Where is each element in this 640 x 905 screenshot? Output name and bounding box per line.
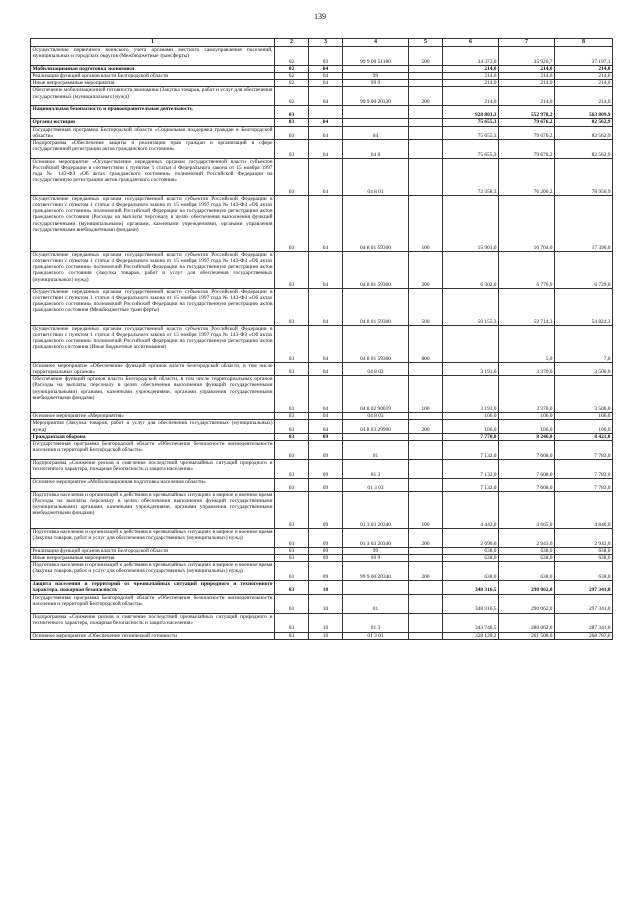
- amount-year2-cell: 261 508,0: [499, 632, 555, 639]
- amount-year3-cell: 82 562,9: [555, 139, 613, 158]
- expense-type-cell: 200: [409, 420, 443, 433]
- table-row: [31, 119, 613, 126]
- row-name-cell: Основное мероприятие «Мобилизационная подготовка населения области»: [31, 478, 275, 491]
- amount-year1-cell: 214,0: [443, 87, 499, 106]
- expense-type-cell: [409, 106, 443, 119]
- subsection-code-cell: 04: [309, 325, 343, 362]
- section-code-cell: 03: [275, 440, 309, 459]
- amount-year1-cell: 343 746,5: [443, 613, 499, 632]
- amount-year3-cell: 638,0: [555, 555, 613, 562]
- subsection-code-cell: 04: [309, 362, 343, 375]
- table-row: [31, 491, 613, 528]
- amount-year1-cell: [443, 325, 499, 362]
- table-row: [31, 528, 613, 547]
- amount-year3-cell: 214,0: [555, 73, 613, 80]
- amount-year3-cell: 297 341,0: [555, 581, 613, 594]
- table-row: [31, 47, 613, 66]
- section-code-cell: 03: [275, 420, 309, 433]
- amount-year3-cell: 82 562,9: [555, 119, 613, 126]
- amount-year2-cell: 7 608,0: [499, 440, 555, 459]
- row-name-cell: Реализация функций органов власти Белгородской области: [31, 547, 275, 554]
- target-article-cell: 99 9 00 51180: [343, 47, 409, 66]
- amount-year1-cell: 7 132,0: [443, 478, 499, 491]
- amount-year2-cell: 214,0: [499, 73, 555, 80]
- section-code-cell: 02: [275, 87, 309, 106]
- header-cell: 1: [31, 39, 275, 47]
- target-article-cell: [343, 433, 409, 440]
- amount-year1-cell: 348 316,5: [443, 581, 499, 594]
- row-name-cell: Подготовка населения и организаций к действиям в чрезвычайных ситуациях в мирное и военное время (Закупка товаров, работ и услуг для обеспечения государственных (муниципальных) нужд): [31, 562, 275, 581]
- amount-year3-cell: 37 197,1: [555, 47, 613, 66]
- row-name-cell: Основное мероприятие «Обеспечение технической готовности: [31, 632, 275, 639]
- section-code-cell: 03: [275, 126, 309, 139]
- row-name-cell: Осуществление первичного воинского учета органами местного самоуправления поселений, муниципальных и городских округов (Межбюджетные трансферты): [31, 47, 275, 66]
- amount-year1-cell: 214,0: [443, 66, 499, 73]
- table-row: [31, 420, 613, 433]
- table-row: [31, 139, 613, 158]
- table-row: [31, 413, 613, 420]
- amount-year2-cell: 638,0: [499, 562, 555, 581]
- subsection-code-cell: 04: [309, 413, 343, 420]
- amount-year3-cell: 297 341,0: [555, 594, 613, 613]
- target-article-cell: 99 9 00 20340: [343, 562, 409, 581]
- section-code-cell: 03: [275, 106, 309, 119]
- subsection-code-cell: 04: [309, 251, 343, 288]
- expense-type-cell: 500: [409, 47, 443, 66]
- section-code-cell: 02: [275, 73, 309, 80]
- expense-type-cell: [409, 73, 443, 80]
- table-row: [31, 106, 613, 119]
- amount-year2-cell: 79 676,2: [499, 126, 555, 139]
- target-article-cell: 01 3: [343, 613, 409, 632]
- subsection-code-cell: 03: [309, 47, 343, 66]
- section-code-cell: 02: [275, 80, 309, 87]
- amount-year1-cell: 3 191,0: [443, 376, 499, 413]
- row-name-cell: Осуществление переданных органам государственной власти субъектов Российской Федерации в соответствии с пунктом 1 статьи 4 Федерального закона от 15 ноября 1997 года № 143-ФЗ «Об актах гражданского состояния» полномочий Российской Федерации на государственную регистрацию актов гражданского состояния (Иные бюджетные ассигнования): [31, 325, 275, 362]
- subsection-code-cell: 09: [309, 528, 343, 547]
- amount-year1-cell: 75 655,3: [443, 119, 499, 126]
- target-article-cell: 99 9: [343, 555, 409, 562]
- subsection-code-cell: [309, 106, 343, 119]
- row-name-cell: Осуществление переданных органам государственной власти субъектов Российской Федерации в соответствии с пунктом 1 статьи 4 Федерального закона от 15 ноября 1997 года № 143-ФЗ «Об актах гражданского состояния» полномочий Российской Федерации на государственную регистрацию актов гражданского состояния (Закупка товаров, работ и услуг для обеспечения государственных (муниципальных) нужд): [31, 251, 275, 288]
- amount-year3-cell: 563 809,9: [555, 106, 613, 119]
- section-code-cell: 03: [275, 632, 309, 639]
- amount-year2-cell: 106,0: [499, 420, 555, 433]
- target-article-cell: 04 8 01 59300: [343, 325, 409, 362]
- amount-year3-cell: 54 824,3: [555, 288, 613, 325]
- subsection-code-cell: 09: [309, 440, 343, 459]
- table-row: [31, 581, 613, 594]
- subsection-code-cell: 09: [309, 478, 343, 491]
- amount-year3-cell: 638,0: [555, 547, 613, 554]
- amount-year2-cell: 6 776,9: [499, 251, 555, 288]
- section-code-cell: 03: [275, 478, 309, 491]
- section-code-cell: 03: [275, 376, 309, 413]
- amount-year1-cell: 34 373,0: [443, 47, 499, 66]
- amount-year2-cell: 79 676,2: [499, 139, 555, 158]
- amount-year3-cell: 78 950,9: [555, 158, 613, 195]
- table-row: [31, 87, 613, 106]
- section-code-cell: 03: [275, 491, 309, 528]
- amount-year1-cell: 106,0: [443, 413, 499, 420]
- amount-year2-cell: 76 200,2: [499, 158, 555, 195]
- expense-type-cell: [409, 66, 443, 73]
- amount-year1-cell: 2 690,0: [443, 528, 499, 547]
- expense-type-cell: 200: [409, 562, 443, 581]
- target-article-cell: 04 8 02: [343, 362, 409, 375]
- subsection-code-cell: 04: [309, 119, 343, 126]
- target-article-cell: 01 3 03: [343, 478, 409, 491]
- expense-type-cell: [409, 440, 443, 459]
- row-name-cell: Государственная программа Белгородской области «Социальная поддержка граждан в Белгородской области»: [32, 126, 273, 139]
- section-code-cell: 03: [275, 562, 309, 581]
- subsection-code-cell: 09: [309, 491, 343, 528]
- amount-year2-cell: 214,0: [499, 87, 555, 106]
- header-cell: 6: [443, 39, 499, 47]
- row-name-cell: Основное мероприятие «Мероприятия»: [31, 413, 275, 420]
- target-article-cell: 04: [343, 126, 409, 139]
- expense-type-cell: 100: [409, 491, 443, 528]
- subsection-code-cell: 04: [309, 87, 343, 106]
- subsection-code-cell: 04: [309, 288, 343, 325]
- expense-type-cell: 100: [409, 376, 443, 413]
- amount-year2-cell: 290 062,0: [499, 581, 555, 594]
- amount-year1-cell: 15 901,0: [443, 195, 499, 251]
- row-name-cell: Государственная программа Белгородской области «Обеспечение безопасности жизнедеятельности населения и территорий Белгородской области»: [31, 594, 275, 613]
- target-article-cell: 04 8 01: [343, 158, 409, 195]
- amount-year2-cell: 16 704,0: [499, 195, 555, 251]
- row-name-cell: Мобилизационная подготовка экономики: [31, 66, 275, 73]
- header-cell: 7: [499, 39, 555, 47]
- expense-type-cell: [409, 459, 443, 478]
- header-row: [31, 39, 613, 47]
- target-article-cell: 99: [343, 547, 409, 554]
- amount-year2-cell: 35 926,7: [499, 47, 555, 66]
- row-name-cell: Национальная безопасность и правоохранительная деятельность: [31, 106, 275, 119]
- table-row: [31, 325, 613, 362]
- table-row: [31, 547, 613, 554]
- row-name-cell: Государственная программа Белгородской области «Обеспечение безопасности жизнедеятельности населения и территорий Белгородской области»: [31, 440, 275, 459]
- amount-year3-cell: 638,0: [555, 562, 613, 581]
- table-row: [31, 376, 613, 413]
- row-name-cell: Обеспечение мобилизационной готовности экономики (Закупка товаров, работ и услуг для обеспечения государственных (муниципальных) нужд): [31, 87, 275, 106]
- expense-type-cell: 100: [409, 195, 443, 251]
- table-row: [31, 562, 613, 581]
- amount-year3-cell: 6 729,6: [555, 251, 613, 288]
- expense-type-cell: [409, 80, 443, 87]
- target-article-cell: 04 8: [343, 139, 409, 158]
- target-article-cell: 04 8 01 59300: [343, 251, 409, 288]
- amount-year1-cell: 638,0: [443, 562, 499, 581]
- subsection-code-cell: 09: [309, 555, 343, 562]
- table-row: [31, 362, 613, 375]
- target-article-cell: 01 3 01: [343, 632, 409, 639]
- table-row: [31, 80, 613, 87]
- row-name-cell: Подпрограмма «Снижение рисков и смягчение последствий чрезвычайных ситуаций природного и техногенного характера, пожарная безопасность и защита населения»: [31, 459, 275, 478]
- subsection-code-cell: 09: [309, 562, 343, 581]
- amount-year1-cell: 638,0: [443, 555, 499, 562]
- amount-year3-cell: 106,0: [555, 420, 613, 433]
- subsection-code-cell: 04: [309, 126, 343, 139]
- amount-year1-cell: 214,0: [443, 73, 499, 80]
- target-article-cell: 01 3 03 20340: [343, 491, 409, 528]
- row-name-cell: Осуществление переданных органам государственной власти субъектов Российской Федерации в соответствии с пунктом 1 статьи 4 Федерального закона от 15 ноября 1997 года № 143-ФЗ «Об актах гражданского состояния» полномочий Российской Федерации на государственную регистрацию актов гражданского состояния (Расходы на выплаты персоналу в целях обеспечения выполнения функций государственными (муниципальными) органами, казенными учреждениями, органами управления государственными внебюджетными фондами): [31, 195, 275, 251]
- row-name-cell: Реализация функций органов власти Белгородской области: [31, 73, 275, 80]
- amount-year3-cell: 3 506,0: [555, 362, 613, 375]
- amount-year2-cell: 214,0: [499, 66, 555, 73]
- target-article-cell: 99 9 00 20330: [343, 87, 409, 106]
- target-article-cell: 99: [343, 73, 409, 80]
- subsection-code-cell: 04: [309, 80, 343, 87]
- section-code-cell: 03: [275, 119, 309, 126]
- expense-type-cell: [409, 555, 443, 562]
- amount-year3-cell: 268 787,0: [555, 632, 613, 639]
- expense-type-cell: [409, 547, 443, 554]
- page-number: 139: [314, 12, 326, 21]
- amount-year2-cell: 106,0: [499, 413, 555, 420]
- expense-type-cell: [409, 413, 443, 420]
- target-article-cell: [343, 119, 409, 126]
- amount-year1-cell: 106,0: [443, 420, 499, 433]
- target-article-cell: 01: [343, 440, 409, 459]
- amount-year1-cell: 3 191,0: [443, 362, 499, 375]
- row-name-cell: Иные непрограммные мероприятия: [31, 80, 275, 87]
- amount-year3-cell: 287 341,0: [555, 613, 613, 632]
- target-article-cell: 04 8 03: [343, 413, 409, 420]
- amount-year3-cell: 214,0: [555, 87, 613, 106]
- target-article-cell: 01: [343, 594, 409, 613]
- amount-year3-cell: 4 840,0: [555, 491, 613, 528]
- amount-year1-cell: 4 442,0: [443, 491, 499, 528]
- section-code-cell: 03: [275, 594, 309, 613]
- table-row: [31, 288, 613, 325]
- section-code-cell: 03: [275, 555, 309, 562]
- expense-type-cell: [409, 632, 443, 639]
- row-name-cell: Основное мероприятие «Обеспечение функций органов власти Белгородской области, в том числе территориальных органов»: [32, 362, 273, 376]
- subsection-code-cell: 04: [309, 195, 343, 251]
- subsection-code-cell: 04: [309, 376, 343, 413]
- amount-year2-cell: 79 676,2: [499, 119, 555, 126]
- subsection-code-cell: 09: [309, 433, 343, 440]
- section-code-cell: 03: [275, 288, 309, 325]
- amount-year1-cell: 50 155,3: [443, 288, 499, 325]
- subsection-code-cell: 04: [309, 139, 343, 158]
- amount-year1-cell: 214,0: [443, 80, 499, 87]
- section-code-cell: 03: [275, 158, 309, 195]
- subsection-code-cell: 10: [309, 581, 343, 594]
- amount-year3-cell: 106,0: [555, 413, 613, 420]
- row-name-cell: Подготовка населения и организаций к действиям в чрезвычайных ситуациях в мирное и военное время (Расходы на выплаты персоналу в целях обеспечения выполнения функций государственными (муниципальными) органами, казенными учреждениями, органами управления государственными внебюджетными фондами): [31, 491, 275, 528]
- amount-year3-cell: 7,0: [555, 325, 613, 362]
- subsection-code-cell: 04: [309, 73, 343, 80]
- section-code-cell: 03: [275, 581, 309, 594]
- table-row: [31, 433, 613, 440]
- expense-type-cell: [409, 126, 443, 139]
- section-code-cell: 03: [275, 251, 309, 288]
- amount-year3-cell: 17 390,0: [555, 195, 613, 251]
- amount-year1-cell: 7 770,0: [443, 433, 499, 440]
- section-code-cell: 03: [275, 139, 309, 158]
- section-code-cell: 02: [275, 47, 309, 66]
- amount-year2-cell: 214,0: [499, 80, 555, 87]
- target-article-cell: [343, 106, 409, 119]
- section-code-cell: 03: [275, 362, 309, 375]
- table-row: [31, 73, 613, 80]
- expense-type-cell: 200: [409, 528, 443, 547]
- amount-year3-cell: 214,0: [555, 80, 613, 87]
- row-name-cell: Гражданская оборона: [31, 433, 275, 440]
- expense-type-cell: [409, 433, 443, 440]
- section-code-cell: 03: [275, 547, 309, 554]
- amount-year3-cell: 82 562,9: [555, 126, 613, 139]
- amount-year1-cell: 75 655,3: [443, 139, 499, 158]
- table-row: [31, 440, 613, 459]
- row-name-cell: Органы юстиции: [31, 119, 275, 126]
- amount-year2-cell: 7 608,0: [499, 478, 555, 491]
- expense-type-cell: [409, 613, 443, 632]
- expense-type-cell: 500: [409, 288, 443, 325]
- expense-type-cell: [409, 119, 443, 126]
- expense-type-cell: 800: [409, 325, 443, 362]
- table-row: [31, 126, 613, 139]
- amount-year2-cell: 552 978,2: [499, 106, 555, 119]
- target-article-cell: 99 9: [343, 80, 409, 87]
- table-row: [31, 478, 613, 491]
- table-row: [31, 613, 613, 632]
- subsection-code-cell: 04: [309, 420, 343, 433]
- expense-type-cell: [409, 478, 443, 491]
- amount-year3-cell: 214,0: [555, 66, 613, 73]
- row-name-cell: Мероприятия (Закупка товаров, работ и услуг для обеспечения государственных (муниципальных) нужд): [32, 420, 273, 433]
- amount-year2-cell: 5,0: [499, 325, 555, 362]
- amount-year3-cell: 7 783,0: [555, 478, 613, 491]
- amount-year1-cell: 638,0: [443, 547, 499, 554]
- amount-year2-cell: 8 246,0: [499, 433, 555, 440]
- row-name-cell: Подпрограмма «Снижение рисков и смягчение последствий чрезвычайных ситуаций природного и техногенного характера, пожарная безопасность и защита населения»: [31, 613, 275, 632]
- subsection-code-cell: 09: [309, 547, 343, 554]
- amount-year1-cell: 7 132,0: [443, 440, 499, 459]
- subsection-code-cell: 04: [309, 66, 343, 73]
- amount-year2-cell: 290 062,0: [499, 594, 555, 613]
- amount-year3-cell: 2 943,0: [555, 528, 613, 547]
- row-name-cell: Обеспечение функций органов власти Белгородской области, в том числе территориальных органов (Расходы на выплаты персоналу в целях обеспечения выполнения функций государственными (муниципальными) органами, казенными учреждениями, органами управления государственными внебюджетными фондами): [31, 376, 275, 413]
- target-article-cell: 01 3 03 20340: [343, 528, 409, 547]
- table-row: [31, 66, 613, 73]
- amount-year1-cell: 328 120,2: [443, 632, 499, 639]
- row-name-cell: Осуществление переданных органам государственной власти субъектов Российской Федерации в соответствии с пунктом 1 статьи 4 Федерального закона от 15 ноября 1997 года № 143-ФЗ «Об актах гражданского состояния» полномочий Российской Федерации на государственную регистрацию актов гражданского состояния (Межбюджетные трансферты): [31, 288, 275, 325]
- amount-year2-cell: 7 608,0: [499, 459, 555, 478]
- target-article-cell: 04 8 03 29990: [343, 420, 409, 433]
- amount-year3-cell: 7 783,0: [555, 440, 613, 459]
- expense-type-cell: [409, 594, 443, 613]
- amount-year1-cell: 7 132,0: [443, 459, 499, 478]
- target-article-cell: 04 8 01 59300: [343, 288, 409, 325]
- amount-year1-cell: 928 803,3: [443, 106, 499, 119]
- expense-type-cell: [409, 581, 443, 594]
- table-row: [31, 251, 613, 288]
- expense-type-cell: [409, 158, 443, 195]
- section-code-cell: 03: [275, 459, 309, 478]
- amount-year2-cell: 638,0: [499, 555, 555, 562]
- header-cell: 8: [555, 39, 613, 47]
- section-code-cell: 03: [275, 433, 309, 440]
- budget-table: [30, 38, 613, 640]
- amount-year2-cell: 52 714,3: [499, 288, 555, 325]
- section-code-cell: 03: [275, 528, 309, 547]
- table-row: [31, 195, 613, 251]
- subsection-code-cell: 09: [309, 459, 343, 478]
- amount-year2-cell: 4 665,0: [499, 491, 555, 528]
- target-article-cell: [343, 581, 409, 594]
- row-name-cell: Подпрограмма «Обеспечение защиты и реализации прав граждан и организаций в сфере государственной регистрации актов гражданского состояния»: [31, 139, 275, 158]
- section-code-cell: 02: [275, 66, 309, 73]
- header-cell: 5: [409, 39, 443, 47]
- expense-type-cell: 200: [409, 251, 443, 288]
- row-name-cell: Основное мероприятие «Осуществление переданных органам государственной власти субъектов Российской Федерации в соответствии с пунктом 1 статьи 4 Федерального закона от 15 ноября 1997 года № 143-ФЗ «Об актах гражданского состояния» полномочий Российской Федерации на государственную регистрацию актов гражданского состояния»: [31, 158, 275, 195]
- amount-year2-cell: 3 370,0: [499, 362, 555, 375]
- table-row: [31, 594, 613, 613]
- row-name-cell: Защита населения и территорий от чрезвычайных ситуаций природного и техногенного характера, пожарная безопасность: [32, 581, 273, 594]
- table-row: [31, 459, 613, 478]
- table-row: [31, 632, 613, 639]
- amount-year3-cell: 7 783,0: [555, 459, 613, 478]
- table-row: [31, 158, 613, 195]
- amount-year1-cell: 348 316,5: [443, 594, 499, 613]
- amount-year1-cell: 75 655,3: [443, 126, 499, 139]
- table-row: [31, 555, 613, 562]
- expense-type-cell: 200: [409, 87, 443, 106]
- subsection-code-cell: 10: [309, 613, 343, 632]
- amount-year2-cell: 2 943,0: [499, 528, 555, 547]
- amount-year2-cell: 280 062,0: [499, 613, 555, 632]
- header-cell: 2: [275, 39, 309, 47]
- section-code-cell: 03: [275, 413, 309, 420]
- amount-year2-cell: 3 370,0: [499, 376, 555, 413]
- subsection-code-cell: 04: [309, 158, 343, 195]
- amount-year1-cell: 6 302,0: [443, 251, 499, 288]
- row-name-cell: Иные непрограммные мероприятия: [31, 555, 275, 562]
- amount-year3-cell: 3 506,0: [555, 376, 613, 413]
- target-article-cell: 01 3: [343, 459, 409, 478]
- amount-year2-cell: 638,0: [499, 547, 555, 554]
- expense-type-cell: [409, 139, 443, 158]
- row-name-cell: Подготовка населения и организаций к действиям в чрезвычайных ситуациях в мирное и военное время (Закупка товаров, работ и услуг для обеспечения государственных (муниципальных) нужд): [31, 528, 275, 547]
- section-code-cell: 03: [275, 195, 309, 251]
- amount-year1-cell: 72 358,3: [443, 158, 499, 195]
- section-code-cell: 03: [275, 325, 309, 362]
- header-cell: 3: [309, 39, 343, 47]
- subsection-code-cell: 10: [309, 632, 343, 639]
- subsection-code-cell: 10: [309, 594, 343, 613]
- expense-type-cell: [409, 362, 443, 375]
- target-article-cell: 04 8 01 59300: [343, 195, 409, 251]
- header-cell: 4: [343, 39, 409, 47]
- section-code-cell: 03: [275, 613, 309, 632]
- target-article-cell: 04 8 02 90019: [343, 376, 409, 413]
- target-article-cell: [343, 66, 409, 73]
- amount-year3-cell: 8 421,0: [555, 433, 613, 440]
